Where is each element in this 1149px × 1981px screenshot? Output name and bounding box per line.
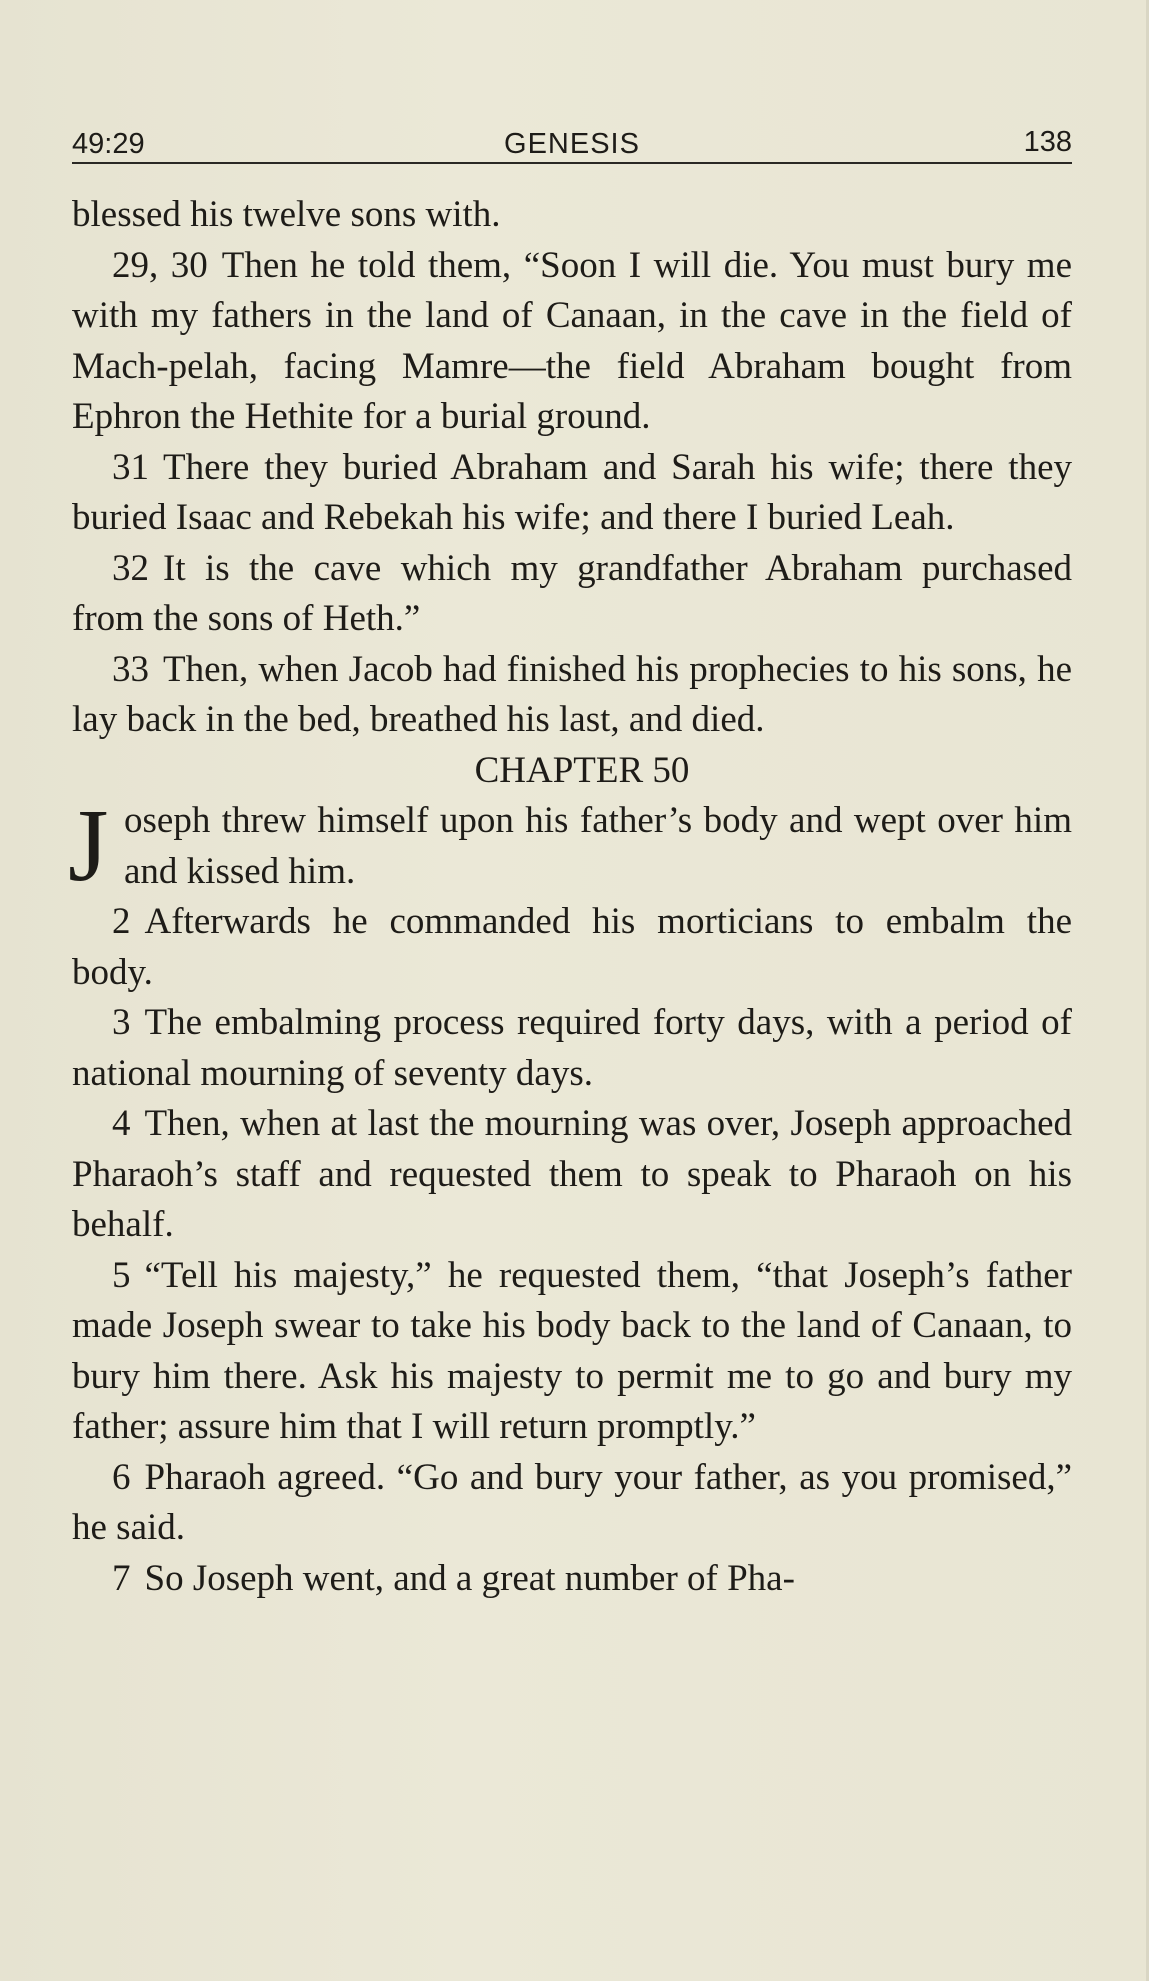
verse-number: 7 [112, 1557, 131, 1599]
chapter-heading: CHAPTER 50 [474, 749, 690, 791]
verse-number: 33 [112, 648, 149, 690]
verse-number: 31 [112, 446, 149, 488]
verse-number: 5 [112, 1254, 131, 1296]
verse-text: Afterwards he commanded his morticians to embalm the body. [72, 901, 1072, 993]
page-body [68, 190, 1072, 1604]
verse-7 [72, 1554, 1072, 1605]
verse-31 [72, 443, 1072, 544]
verse-text: “Tell his majesty,” he requested them, “that Joseph’s father made Joseph swear to take his body back to the land of Canaan, to bury him there. Ask his majesty to permit me to go and bury my father; assure him that I will return promptly.” [72, 1254, 1072, 1447]
book-title: GENESIS [504, 128, 640, 160]
verse-text: Then he told them, “Soon I will die. You must bury me with my fathers in the land of Canaan, in the cave in the field of Mach-pelah, facing Mamre—the field Abraham bought from Ephron the Hethite for a burial ground. [72, 244, 1072, 437]
verse-number: 4 [112, 1103, 131, 1144]
verse-text: Pharaoh agreed. “Go and bury your father, as you promised,” he said. [72, 1456, 1072, 1548]
verse-5 [72, 1251, 1072, 1453]
chapter-50-verse-1 [68, 788, 1072, 903]
verse-number: 32 [112, 547, 149, 589]
verse-number: 6 [112, 1456, 131, 1498]
verse-4 [72, 1099, 1072, 1251]
verse-33 [72, 645, 1072, 746]
verse-text: The embalming process required forty days, with a period of national mourning of seventy days. [72, 1002, 1072, 1094]
verse-6 [72, 1453, 1072, 1554]
verse-text: Then, when Jacob had finished his prophecies to his sons, he lay back in the bed, breathed his last, and died. [72, 648, 1072, 740]
verse-3 [72, 998, 1072, 1099]
verse-number: 2 [112, 901, 131, 942]
running-header [72, 120, 1072, 164]
page-number: 138 [1023, 126, 1072, 158]
verse-text: There they buried Abraham and Sarah his wife; there they buried Isaac and Rebekah his wife; and there I buried Leah. [72, 446, 1072, 538]
verse-32 [72, 544, 1072, 645]
verse-text: Then, when at last the mourning was over, Joseph approached Pharaoh’s staff and requested them to speak to Pharaoh on his behalf. [72, 1103, 1072, 1245]
verse-29-30 [72, 241, 1072, 443]
verse-text: So Joseph went, and a great number of Pha- [144, 1557, 795, 1599]
drop-cap: J [68, 788, 109, 903]
verse-2 [72, 897, 1072, 998]
header-rule [72, 162, 1072, 164]
verse-text: oseph threw himself upon his father’s body and wept over him and kissed him. [124, 800, 1072, 892]
opening-line: blessed his twelve sons with. [72, 194, 501, 235]
verse-number: 29, 30 [112, 244, 208, 286]
verse-text: It is the cave which my grandfather Abraham purchased from the sons of Heth.” [72, 547, 1072, 639]
chapter-verse-reference: 49:29 [72, 128, 145, 160]
verse-number: 3 [112, 1002, 131, 1043]
